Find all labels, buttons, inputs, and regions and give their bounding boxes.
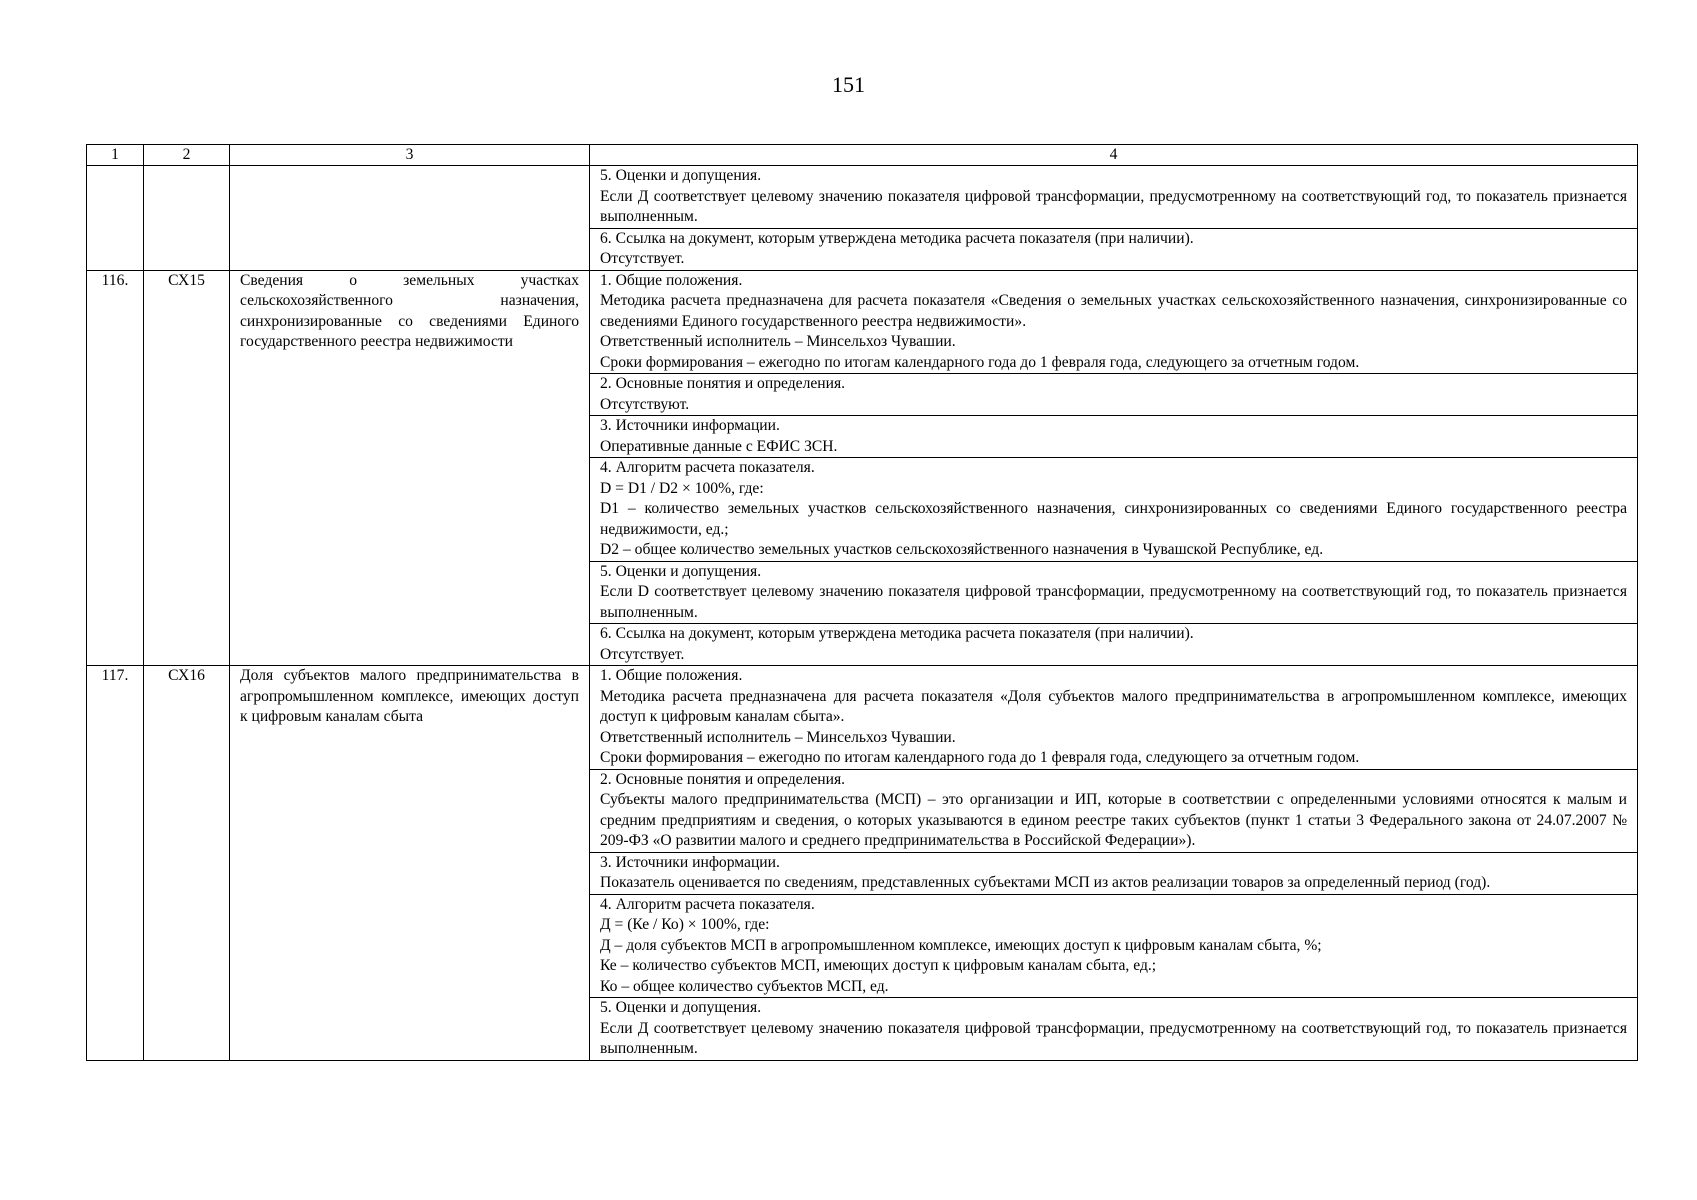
section-line: D2 – общее количество земельных участков сельскохозяйственного назначения в Чувашской Республике, ед.	[600, 541, 1324, 558]
method-section	[590, 166, 1637, 229]
row-number-cell: 117.	[87, 666, 144, 1061]
row-method-cell	[590, 666, 1638, 1061]
method-section	[590, 416, 1637, 458]
header-col-4: 4	[590, 145, 1638, 166]
method-section	[590, 374, 1637, 416]
row-name-cell	[230, 166, 590, 271]
method-section	[590, 770, 1637, 853]
method-section	[590, 562, 1637, 625]
section-heading: 3. Источники информации.	[600, 853, 780, 871]
section-heading: 6. Ссылка на документ, которым утверждена методика расчета показателя (при наличии).	[600, 229, 1194, 247]
method-section	[590, 895, 1637, 999]
method-section	[590, 998, 1637, 1060]
row-code-cell: СХ16	[144, 666, 230, 1061]
table-row	[87, 666, 1638, 1061]
section-heading: 3. Источники информации.	[600, 417, 780, 434]
row-number-cell	[87, 166, 144, 271]
table-row	[87, 270, 1638, 666]
section-line: Показатель оценивается по сведениям, представленных субъектами МСП из актов реализации товаров за определенный период (год).	[600, 874, 1491, 891]
continuation-row	[87, 166, 1638, 271]
section-line: Если Д соответствует целевому значению показателя цифровой трансформации, предусмотренному на соответствующий год, то показатель признается выполненным.	[600, 187, 1627, 225]
section-heading: 4. Алгоритм расчета показателя.	[600, 459, 815, 476]
section-heading: 5. Оценки и допущения.	[600, 167, 762, 184]
section-heading: 6. Ссылка на документ, которым утверждена методика расчета показателя (при наличии).	[600, 625, 1194, 642]
method-section	[590, 271, 1637, 375]
section-line: D = D1 / D2 × 100%, где:	[600, 479, 764, 497]
header-row	[87, 145, 1638, 166]
row-name-cell: Доля субъектов малого предпринимательства в агропромышленном комплексе, имеющих доступ к цифровым каналам сбыта	[230, 666, 590, 1061]
section-line: D1 – количество земельных участков сельскохозяйственного назначения, синхронизированных со сведениями Единого государственного реестра недвижимости, ед.;	[600, 500, 1627, 538]
section-heading: 2. Основные понятия и определения.	[600, 770, 846, 788]
section-line: Оперативные данные с ЕФИС ЗСН.	[600, 437, 838, 455]
row-method-cell	[590, 270, 1638, 666]
header-col-3: 3	[230, 145, 590, 166]
section-heading: 1. Общие положения.	[600, 667, 743, 684]
section-heading: 5. Оценки и допущения.	[600, 999, 762, 1016]
methodology-table	[86, 144, 1638, 1061]
method-section	[590, 853, 1637, 895]
method-section	[590, 666, 1637, 770]
section-heading: 4. Алгоритм расчета показателя.	[600, 895, 815, 913]
section-heading: 1. Общие положения.	[600, 271, 743, 289]
method-section	[590, 229, 1637, 270]
section-heading: 2. Основные понятия и определения.	[600, 375, 846, 392]
method-section	[590, 624, 1637, 665]
section-line: Сроки формирования – ежегодно по итогам календарного года до 1 февраля года, следующего за отчетным годом.	[600, 353, 1360, 371]
section-line: Сроки формирования – ежегодно по итогам календарного года до 1 февраля года, следующего за отчетным годом.	[600, 749, 1360, 766]
section-line: Ко – общее количество субъектов МСП, ед.	[600, 977, 889, 995]
section-line: Ке – количество субъектов МСП, имеющих доступ к цифровым каналам сбыта, ед.;	[600, 957, 1157, 974]
section-line: Отсутствует.	[600, 645, 685, 663]
section-line: Субъекты малого предпринимательства (МСП) – это организации и ИП, которые в соответствии с определенными условиями относятся к малым и средним предприятиям и сведения, о которых указываются в едином реестре таких субъектов (пункт 1 статьи 3 Федерального закона от 24.07.2007 № 209-ФЗ «О развитии малого и среднего предпринимательства в Российской Федерации»).	[600, 791, 1627, 849]
section-line: Ответственный исполнитель – Минсельхоз Чувашии.	[600, 333, 956, 350]
page-number: 151	[832, 72, 865, 97]
header-col-1: 1	[87, 145, 144, 166]
section-heading: 5. Оценки и допущения.	[600, 562, 762, 580]
row-name-cell: Сведения о земельных участках сельскохозяйственного назначения, синхронизированные со сведениями Единого государственного реестра недвижимости	[230, 270, 590, 666]
row-number-cell: 116.	[87, 270, 144, 666]
section-line: Д = (Ке / Ко) × 100%, где:	[600, 916, 770, 933]
section-line: Ответственный исполнитель – Минсельхоз Чувашии.	[600, 728, 956, 746]
section-line: Методика расчета предназначена для расчета показателя «Доля субъектов малого предпринимательства в агропромышленном комплексе, имеющих доступ к цифровым каналам сбыта».	[600, 687, 1627, 725]
section-line: Отсутствуют.	[600, 395, 690, 413]
method-section	[590, 458, 1637, 562]
header-col-2: 2	[144, 145, 230, 166]
section-line: Методика расчета предназначена для расчета показателя «Сведения о земельных участках сельскохозяйственного назначения, синхронизированные со сведениями Единого государственного реестра недвижимости».	[600, 292, 1627, 330]
row-method-cell	[590, 166, 1638, 271]
section-line: Отсутствует.	[600, 250, 685, 267]
section-line: Если Д соответствует целевому значению показателя цифровой трансформации, предусмотренному на соответствующий год, то показатель признается выполненным.	[600, 1019, 1627, 1057]
section-line: Если D соответствует целевому значению показателя цифровой трансформации, предусмотренному на соответствующий год, то показатель признается выполненным.	[600, 583, 1627, 621]
section-line: Д – доля субъектов МСП в агропромышленном комплексе, имеющих доступ к цифровым каналам сбыта, %;	[600, 936, 1322, 954]
row-code-cell	[144, 166, 230, 271]
row-code-cell: СХ15	[144, 270, 230, 666]
